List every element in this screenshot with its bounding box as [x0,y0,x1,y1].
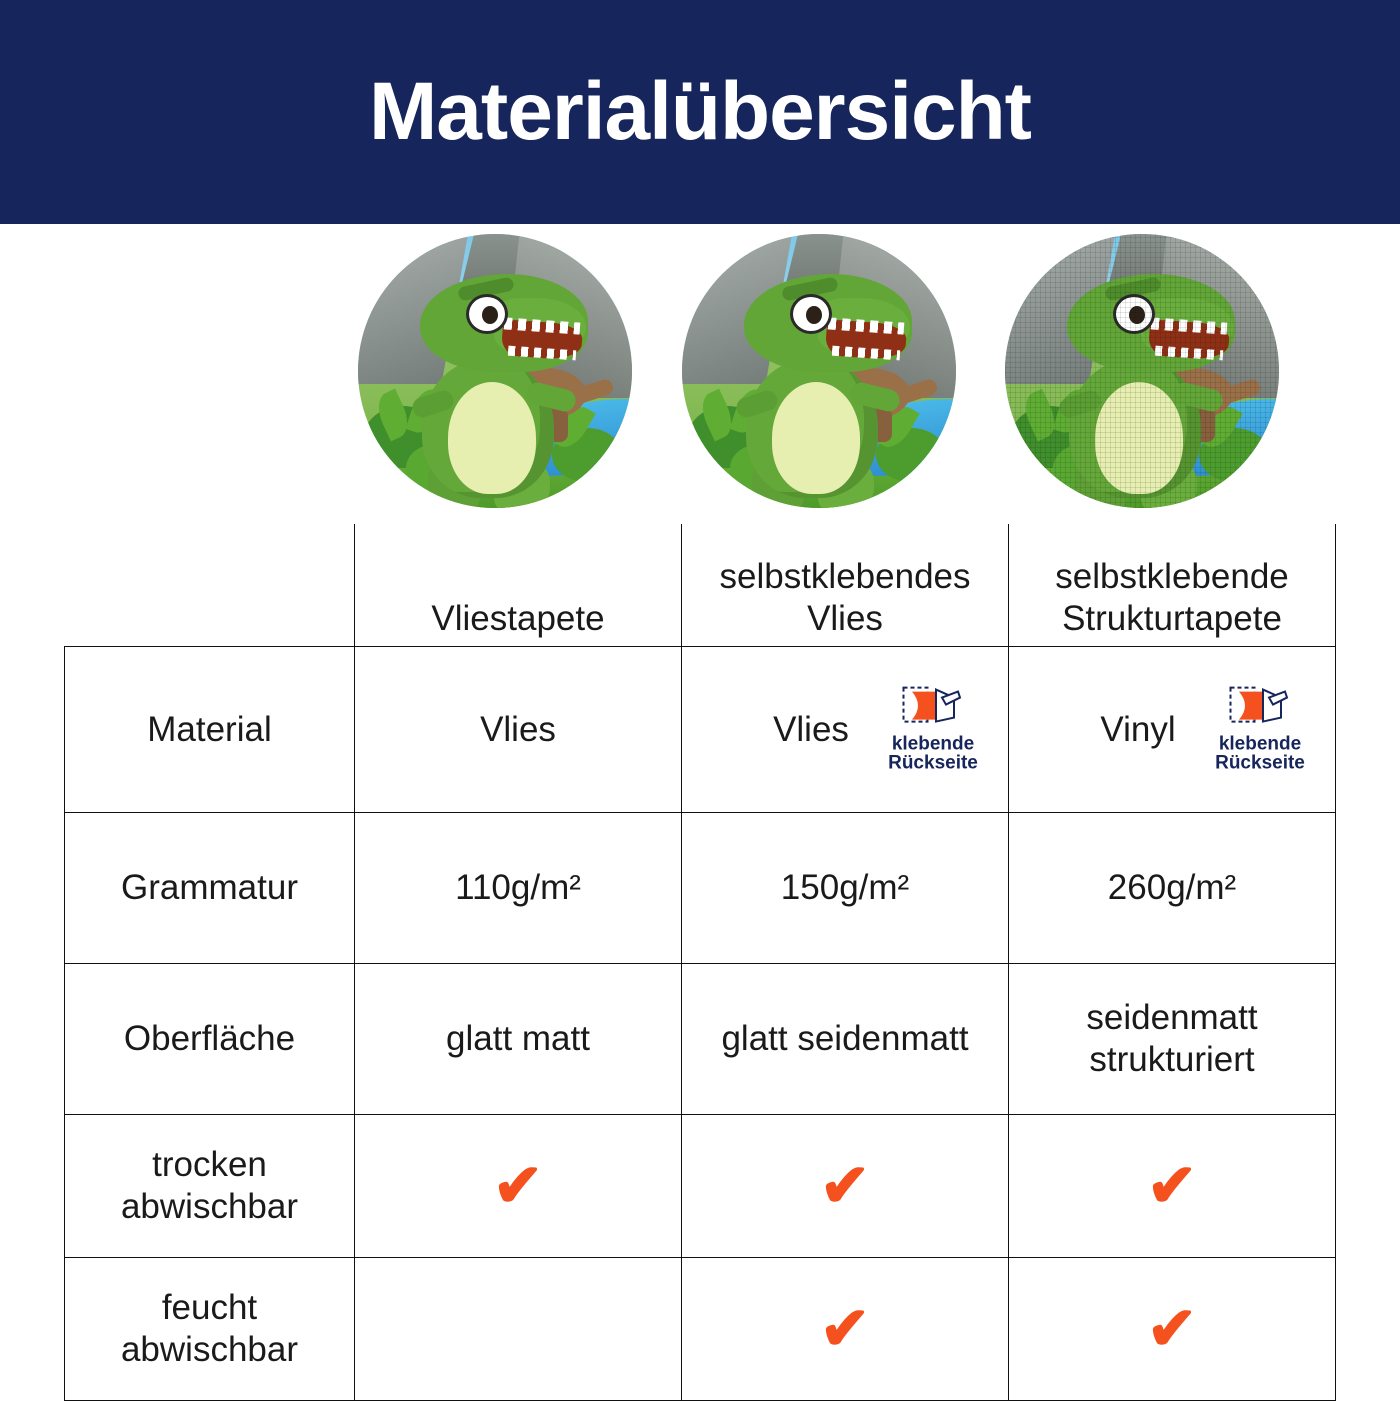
sample-selbstklebende-strukturtapete [1005,234,1279,508]
cell-feucht-strukturtapete [1009,1258,1336,1401]
adhesive-backing-icon [902,685,964,731]
cell-trocken-vliestapete [355,1115,682,1258]
badge-line2: Rückseite [888,753,978,774]
check-icon: ✔ [819,1152,871,1219]
row-label-feucht-abwischbar: feucht abwischbar [65,1258,355,1401]
material-overview-table [64,524,1336,1401]
header-empty-cell [65,524,355,647]
adhesive-backing-badge [874,685,992,774]
page-title: Materialübersicht [369,66,1031,157]
row-label-trocken-abwischbar: trocken abwischbar [65,1115,355,1258]
check-icon: ✔ [1146,1152,1198,1219]
row-label-grammatur: Grammatur [65,813,355,964]
badge-line1: klebende [1218,733,1302,755]
table-row [65,813,1336,964]
column-header-3 [1009,524,1336,647]
column-header-label: selbstklebende Strukturtapete [1055,557,1289,638]
cell-feucht-selbstklebendes-vlies [682,1258,1009,1401]
table-header-row [65,524,1336,647]
cell-material-strukturtapete [1009,647,1336,813]
dino-illustration [358,234,632,508]
column-header-label: Vliestapete [431,599,605,638]
badge-line2: Rückseite [1215,753,1305,774]
cell-trocken-selbstklebendes-vlies [682,1115,1009,1258]
check-icon: ✔ [1146,1295,1198,1362]
dino-illustration [682,234,956,508]
sample-vliestapete [358,234,632,508]
cell-oberflaeche-strukturtapete: seidenmatt strukturiert [1009,964,1336,1115]
cell-value: Vinyl [1100,709,1176,749]
column-header-1 [355,524,682,647]
cell-value: Vlies [773,709,849,749]
page-header [0,0,1400,224]
table-row [65,964,1336,1115]
check-icon: ✔ [819,1295,871,1362]
cell-grammatur-vliestapete: 110g/m² [355,813,682,964]
cell-material-vliestapete: Vlies [355,647,682,813]
table-row [65,1258,1336,1401]
material-overview-table-wrap [0,524,1400,1401]
dino-illustration [1005,234,1279,508]
row-label-oberflaeche: Oberfläche [65,964,355,1115]
column-header-label: selbstklebendes Vlies [719,557,971,638]
cell-grammatur-selbstklebendes-vlies: 150g/m² [682,813,1009,964]
table-row [65,1115,1336,1258]
cell-grammatur-strukturtapete: 260g/m² [1009,813,1336,964]
row-label-material: Material [65,647,355,813]
sample-selbstklebendes-vlies [682,234,956,508]
cell-oberflaeche-vliestapete: glatt matt [355,964,682,1115]
cell-oberflaeche-selbstklebendes-vlies: glatt seidenmatt [682,964,1009,1115]
sample-images-row [0,224,1400,524]
trex-dinosaur [722,268,932,508]
check-icon: ✔ [492,1152,544,1219]
adhesive-backing-badge [1201,685,1319,774]
structure-texture-overlay [1005,234,1279,508]
column-header-2 [682,524,1009,647]
cell-feucht-vliestapete [355,1258,682,1401]
cell-trocken-strukturtapete [1009,1115,1336,1258]
table-row [65,647,1336,813]
badge-line1: klebende [891,733,975,755]
cell-material-selbstklebendes-vlies [682,647,1009,813]
trex-dinosaur [398,268,608,508]
adhesive-backing-icon [1229,685,1291,731]
